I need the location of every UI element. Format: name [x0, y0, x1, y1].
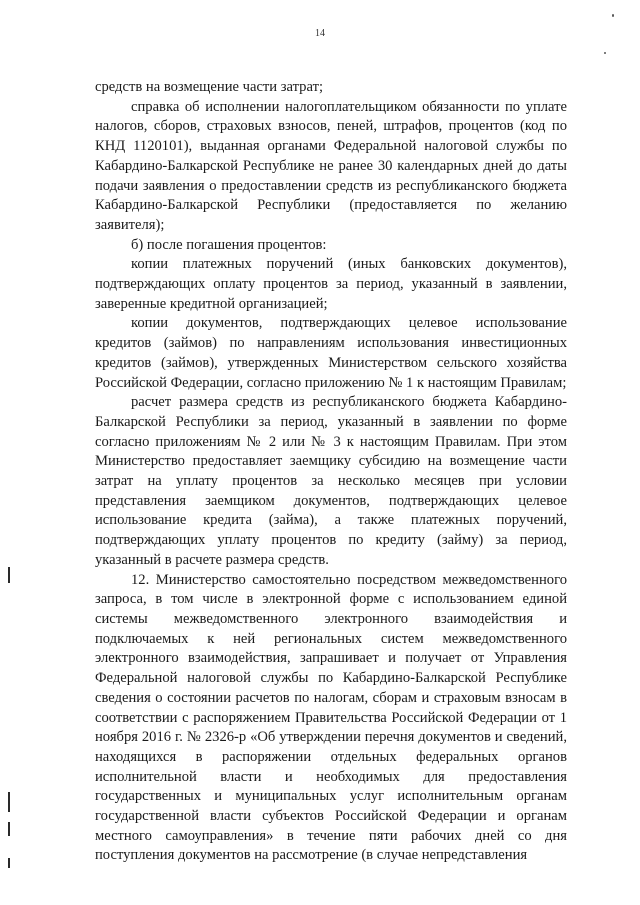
- page-number: 14: [315, 28, 325, 39]
- paragraph-after-repayment-heading: б) после погашения процентов:: [131, 236, 327, 253]
- scan-speck: [612, 14, 614, 17]
- paragraph-clause-12: 12. Министерство самостоятельно посредством межведомственного запроса, в том числе в электронной форме с использованием единой системы межведомственного электронного взаимодействия и подключаемых к ней региональных систем межведомственного электронного взаимодействия, запрашивает и получает от Управления Федеральной налоговой службы по Кабардино-Балкарской Республике сведения о состоянии расчетов по налогам, сборам и страховым взносам в соответствии с распоряжением Правительства Российской Федерации от 1 ноября 2016 г. № 2326-р «Об утверждении перечня документов и сведений, находящихся в распоряжении отдельных федеральных органов исполнительной власти и необходимых для предоставления государственных и муниципальных услуг исполнительным органам государственной власти субъектов Российской Федерации и органам местного самоуправления» в течение пяти рабочих дней со дня поступления документов на рассмотрение (в случае непредставления: [95, 571, 567, 864]
- paragraph-target-use-documents: копии документов, подтверждающих целевое использование кредитов (займов) по направлениям использования инвестиционных кредитов (займов), утвержденных Министерством сельского хозяйства Российской Федерации, согласно приложению № 1 к настоящим Правилам;: [95, 315, 567, 391]
- paragraph-tax-certificate: справка об исполнении налогоплательщиком обязанности по уплате налогов, сборов, страховых взносов, пеней, штрафов, процентов (код по КНД 1120101), выданная органами Федеральной налоговой службы по Кабардино-Балкарской Республике не ранее 30 календарных дней до даты подачи заявления о предоставлении средств из республиканского бюджета Кабардино-Балкарской Республики (предоставляется по желанию заявителя);: [95, 98, 567, 233]
- binding-edge-mark: [8, 858, 10, 868]
- scan-speck: [604, 52, 606, 54]
- paragraph-subsidy-calculation: расчет размера средств из республиканского бюджета Кабардино-Балкарской Республики за период, указанный в заявлении по форме согласно приложениям № 2 или № 3 к настоящим Правилам. При этом Министерство предоставляет заемщику субсидию на возмещение части затрат на уплату процентов за несколько месяцев при условии представления заемщиком документов, подтверждающих целевое использование кредита (займа), а также платежных поручений, подтверждающих уплату процентов по кредиту (займу) за период, указанный в расчете размера средств.: [95, 394, 567, 568]
- paragraph-continuation: средств на возмещение части затрат;: [95, 79, 324, 95]
- binding-edge-mark: [8, 792, 10, 812]
- binding-edge-mark: [8, 567, 10, 583]
- binding-edge-mark: [8, 822, 10, 836]
- paragraph-payment-orders: копии платежных поручений (иных банковских документов), подтверждающих оплату процентов за период, указанный в заявлении, заверенные кредитной организацией;: [95, 256, 567, 312]
- document-body: [95, 78, 567, 866]
